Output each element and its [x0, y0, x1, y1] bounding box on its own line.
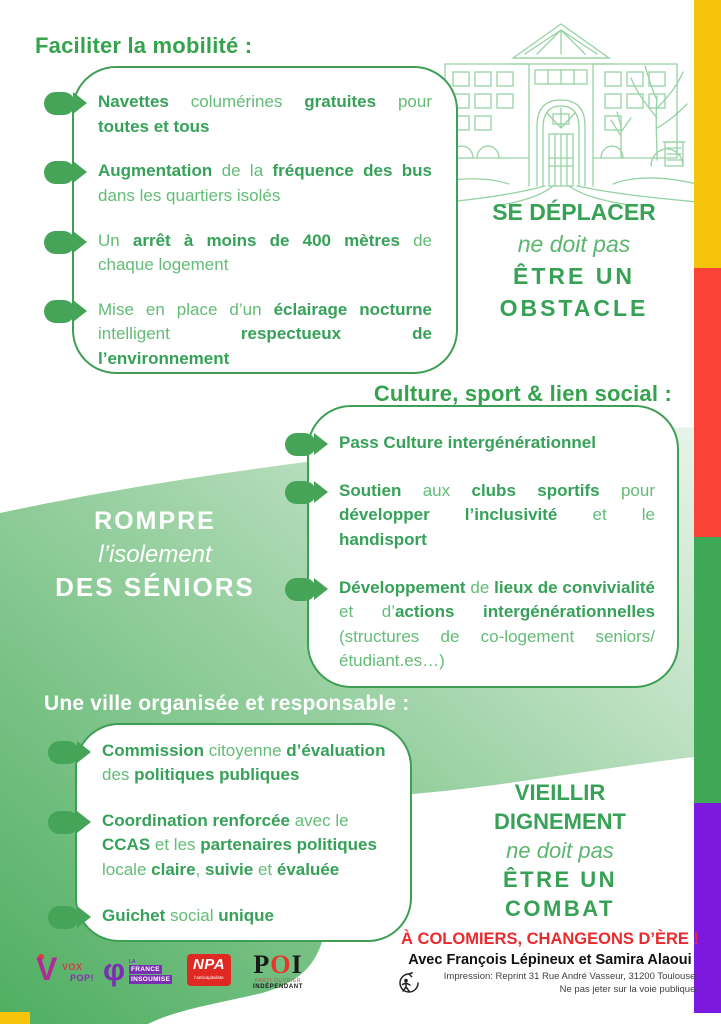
bullet-pill-icon	[44, 231, 75, 254]
item-text: Coordination renforcée avec le CCAS et les partenaires politiques locale claire, suivie et évaluée	[102, 811, 377, 879]
poi-sublabel: PARTI OUVRIER	[254, 978, 302, 984]
slogan-line: OBSTACLE	[499, 295, 649, 321]
lfi-label: INSOUMISE	[131, 976, 171, 983]
box-culture	[307, 405, 679, 688]
item-text: Guichet social unique	[102, 905, 274, 925]
slogan-line: ÊTRE UN	[502, 867, 618, 892]
list-item	[98, 298, 432, 372]
partner-logos	[0, 946, 330, 1006]
list-item	[339, 576, 655, 675]
npa-logo	[187, 954, 231, 986]
phi-icon: φ	[103, 952, 126, 987]
slogan-line: COMBAT	[505, 896, 615, 921]
lfi-label: LA	[129, 959, 136, 965]
poi-label: POI	[253, 950, 303, 979]
voxpop-logo	[36, 952, 98, 996]
footer-print-info	[388, 970, 712, 996]
heading-ville: Une ville organisée et responsable :	[44, 692, 410, 715]
bullet-pill-icon	[44, 300, 75, 323]
voxpop-label: POP!	[70, 973, 95, 983]
item-text: Augmentation de la fréquence des bus dans les quartiers isolés	[98, 161, 433, 205]
item-text: Mise en place d’un éclairage nocturne intelligent respectueux de l’environnement	[98, 299, 432, 369]
slogan-line: ÊTRE UN	[513, 263, 635, 289]
bullet-pill-icon	[48, 906, 79, 929]
slogan-line: ne doit pas	[517, 231, 631, 257]
footer	[388, 930, 712, 996]
bullet-pill-icon	[48, 811, 79, 834]
slogan-line: l’isolement	[98, 541, 212, 568]
bullet-pill-icon	[44, 92, 75, 115]
item-text: Navettes columérines gratuites pour toutes et tous	[98, 92, 432, 136]
poi-sublabel: INDÉPENDANT	[253, 984, 303, 990]
stripe-green	[694, 537, 721, 803]
item-text: Développement de lieux de convivialité et d’actions intergénérationnelles (structures de co-logement seniors/étudiant.es…)	[339, 577, 656, 671]
print-line: Ne pas jeter sur la voie publique.	[559, 984, 698, 995]
print-line: Impression: Reprint 31 Rue André Vasseur, 31200 Toulouse.	[443, 971, 698, 982]
corner-yellow-mark	[0, 1012, 30, 1024]
slogan-line: SE DÉPLACER	[492, 199, 656, 225]
bullet-pill-icon	[48, 741, 79, 764]
list-item	[339, 479, 655, 553]
slogan-seniors	[38, 505, 272, 604]
npa-sublabel: l’anticapitaliste	[194, 975, 224, 980]
heading-mobility: Faciliter la mobilité :	[35, 33, 253, 58]
slogan-line: VIEILLIR	[514, 780, 606, 805]
slogan-line: DES SÉNIORS	[55, 572, 255, 602]
footer-candidates: Avec François Lépineux et Samira Alaoui	[408, 952, 692, 968]
slogan-line: ne doit pas	[506, 838, 614, 863]
list-item	[98, 159, 432, 208]
france-insoumise-logo	[103, 950, 171, 996]
box-mobility	[72, 66, 458, 374]
heading-culture: Culture, sport & lien social :	[373, 381, 672, 406]
npa-label: NPA	[192, 956, 226, 973]
slogan-move	[448, 196, 700, 324]
list-item	[98, 90, 432, 139]
voxpop-label: VOX	[62, 962, 83, 972]
bullet-pill-icon	[285, 578, 316, 601]
triman-recycle-icon	[398, 972, 420, 994]
lfi-label: FRANCE	[131, 966, 160, 973]
bullet-pill-icon	[44, 161, 75, 184]
slogan-aging	[440, 778, 680, 923]
slogan-line: ROMPRE	[94, 507, 216, 535]
box-ville	[75, 723, 412, 942]
item-text: Un arrêt à moins de 400 mètres de chaque logement	[98, 230, 432, 275]
footer-slogan: À COLOMIERS, CHANGEONS D’ÈRE !	[401, 930, 699, 948]
list-item	[98, 229, 432, 278]
voxpop-v-icon: V	[36, 951, 58, 987]
slogan-line: DIGNEMENT	[494, 809, 626, 834]
stripe-yellow	[694, 0, 721, 268]
stripe-red	[694, 268, 721, 537]
list-item	[102, 809, 398, 881]
town-hall-illustration	[425, 8, 697, 208]
list-item	[102, 739, 398, 787]
item-text: Soutien aux clubs sportifs pour développer l’inclusivité et le handisport	[339, 480, 656, 549]
item-text: Pass Culture intergénérationnel	[339, 433, 596, 452]
bullet-pill-icon	[285, 481, 316, 504]
item-text: Commission citoyenne d’évaluation des politiques publiques	[102, 741, 386, 785]
list-item	[339, 431, 655, 456]
list-item	[102, 904, 398, 928]
poi-logo	[248, 952, 308, 994]
bullet-pill-icon	[285, 433, 316, 456]
